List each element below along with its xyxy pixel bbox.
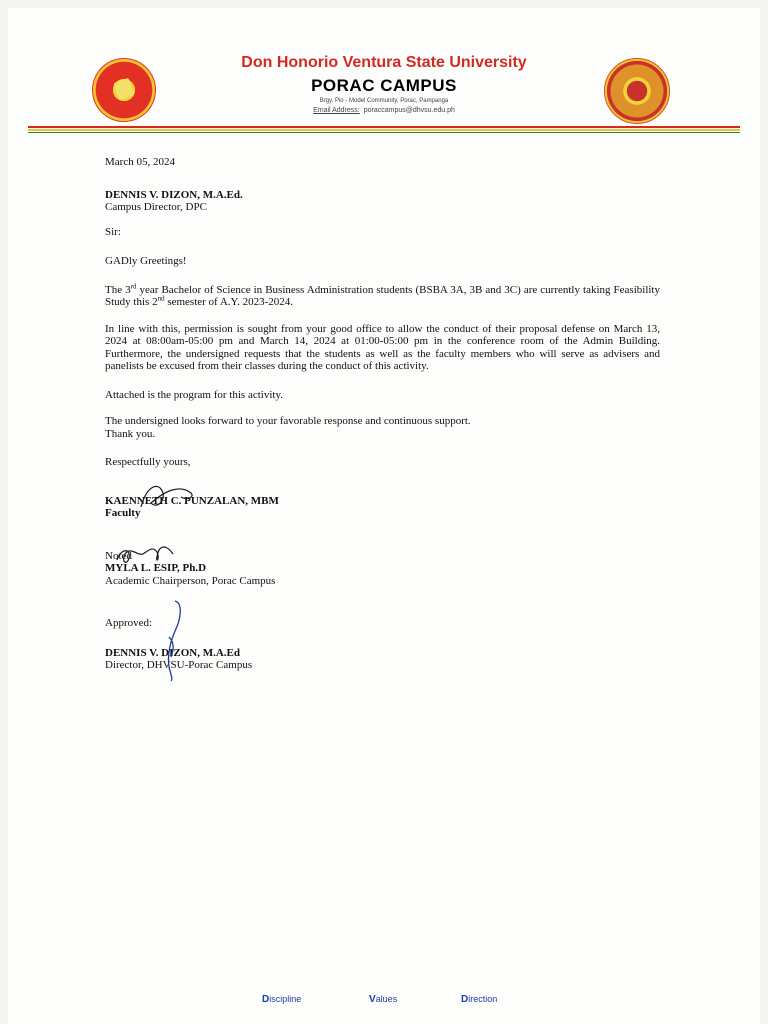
footer-direction-cap: D [461,994,469,1005]
faculty-title: Faculty [105,507,141,519]
letter-page [8,8,760,1024]
footer-values-cap: V [369,994,376,1005]
paragraph-attachment: Attached is the program for this activity. [105,388,283,401]
header-rule-red [28,126,740,128]
footer-values-rest: alues [375,994,398,1004]
campus-address: Brgy. Pio - Model Community, Porac, Pampanga [319,98,449,104]
footer-direction [461,994,497,1005]
footer-direction-rest: irection [468,994,498,1004]
chairperson-title: Academic Chairperson, Porac Campus [105,574,276,587]
footer-values [369,994,397,1005]
handwritten-signature [113,540,179,574]
p1-text-c: semester of A.Y. 2023-2024. [164,296,294,308]
footer-discipline [262,994,301,1005]
footer-discipline-cap: D [262,994,270,1005]
director-title: Director, DHVSU-Porac Campus [105,659,253,671]
salutation: Sir: [105,225,121,238]
email-address: poraccampus@dhvsu.edu.ph [363,107,455,114]
signature-block-director [105,617,660,672]
p1-text-b: year Bachelor of Science in Business Administration students (BSBA 3A, 3B and 3C) are currently taking Feasibility Study this 2 [105,283,660,308]
letter-body [105,156,660,672]
letter-date: March 05, 2024 [105,156,175,168]
handwritten-signature [137,479,201,513]
director-name: DENNIS V. DIZON, M.A.Ed [105,646,240,659]
signature-block-faculty [105,495,660,520]
header-rule-green [28,132,740,133]
faculty-name: KAENNETH C. PUNZALAN, MBM [105,494,279,507]
paragraph-request: In line with this, permission is sought from your good office to allow the conduct of their proposal defense on March 13, 2024 at 08:00am-05:00 pm and March 14, 2024 at 01:00-05:00 pm in the conference room of the Admin Building. Furthermore, the undersigned requests that the students as well as the faculty members who will serve as advisers and panelists be excused from their classes during the conduct of this activity. [105,322,660,372]
letterhead [8,48,760,138]
p1-text-a: The 3 [105,283,131,296]
campus-name: PORAC CAMPUS [311,76,457,95]
thank-you: Thank you. [105,427,156,440]
campus-email-line [8,107,760,114]
complimentary-close: Respectfully yours, [105,456,191,468]
footer-discipline-rest: iscipline [269,994,302,1004]
header-rule-gold [28,129,740,131]
noted-label: Noted [105,549,132,562]
chairperson-name: MYLA L. ESIP, Ph.D [105,562,207,574]
university-name: Don Honorio Ventura State University [241,54,527,71]
approved-label: Approved: [105,617,153,629]
p1-sup-a: rd [130,281,137,290]
recipient-title: Campus Director, DPC [105,201,207,213]
greeting: GADly Greetings! [105,255,187,267]
email-label: Email Address: [313,107,360,114]
paragraph-closing: The undersigned looks forward to your favorable response and continuous support. [105,415,471,427]
paragraph-intro [105,281,660,309]
handwritten-signature [159,597,189,681]
signature-block-chairperson [105,562,660,587]
recipient-name: DENNIS V. DIZON, M.A.Ed. [105,188,243,201]
p1-sup-b: nd [157,294,165,303]
